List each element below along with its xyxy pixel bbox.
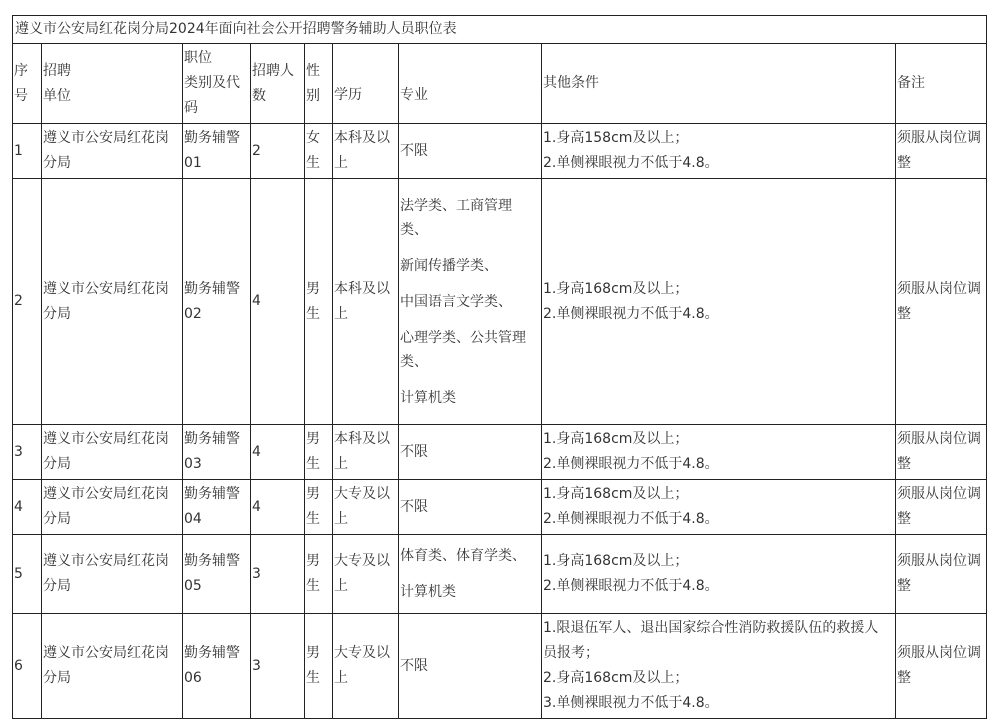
cell-seq: 5: [13, 535, 42, 614]
cell-unit: 遵义市公安局红花岗 分局: [42, 480, 183, 535]
table-row: [13, 179, 987, 425]
cell-gender: 男 生: [305, 179, 333, 425]
cell-major: 不限: [399, 124, 542, 179]
header-seq: 序 号: [13, 44, 42, 124]
cell-unit: 遵义市公安局红花岗 分局: [42, 425, 183, 480]
cell-remark: 须服从岗位调 整: [896, 124, 987, 179]
cell-count: 3: [251, 535, 305, 614]
cell-education: 本科及以 上: [333, 124, 399, 179]
cell-major: 不限: [399, 614, 542, 719]
header-education: 学历: [333, 44, 399, 124]
cell-education: 本科及以 上: [333, 425, 399, 480]
table-row: [13, 124, 987, 179]
cell-major: 不限: [399, 480, 542, 535]
cell-position: 勤务辅警 05: [183, 535, 251, 614]
cell-position: 勤务辅警 02: [183, 179, 251, 425]
title-row: [13, 16, 987, 44]
header-position: 职位 类别及代 码: [183, 44, 251, 124]
cell-count: 4: [251, 179, 305, 425]
cell-unit: 遵义市公安局红花岗 分局: [42, 124, 183, 179]
cell-count: 3: [251, 614, 305, 719]
header-other: 其他条件: [542, 44, 896, 124]
cell-gender: 男 生: [305, 425, 333, 480]
table-row: [13, 480, 987, 535]
cell-seq: 1: [13, 124, 42, 179]
cell-position: 勤务辅警 03: [183, 425, 251, 480]
cell-conditions: 1.身高158cm及以上； 2.单侧裸眼视力不低于4.8。: [542, 124, 896, 179]
cell-position: 勤务辅警 04: [183, 480, 251, 535]
cell-conditions: 1.身高168cm及以上； 2.单侧裸眼视力不低于4.8。: [542, 179, 896, 425]
cell-unit: 遵义市公安局红花岗 分局: [42, 535, 183, 614]
cell-gender: 女 生: [305, 124, 333, 179]
cell-gender: 男 生: [305, 480, 333, 535]
cell-major: 法学类、工商管理 类、 新闻传播学类、 中国语言文学类、 心理学类、公共管理 类、 计算机类: [399, 179, 542, 425]
header-major: 专业: [399, 44, 542, 124]
cell-seq: 2: [13, 179, 42, 425]
cell-education: 大专及以 上: [333, 614, 399, 719]
cell-education: 大专及以 上: [333, 480, 399, 535]
cell-conditions: 1.身高168cm及以上； 2.单侧裸眼视力不低于4.8。: [542, 425, 896, 480]
cell-gender: 男 生: [305, 535, 333, 614]
cell-conditions: 1.限退伍军人、退出国家综合性消防救援队伍的救援人 员报考； 2.身高168cm及以上； 3.单侧裸眼视力不低于4.8。: [542, 614, 896, 719]
cell-conditions: 1.身高168cm及以上； 2.单侧裸眼视力不低于4.8。: [542, 480, 896, 535]
cell-remark: 须服从岗位调 整: [896, 480, 987, 535]
cell-count: 4: [251, 425, 305, 480]
table-title: 遵义市公安局红花岗分局2024年面向社会公开招聘警务辅助人员职位表: [13, 16, 987, 44]
cell-unit: 遵义市公安局红花岗 分局: [42, 614, 183, 719]
header-gender: 性 别: [305, 44, 333, 124]
cell-remark: 须服从岗位调 整: [896, 614, 987, 719]
header-remark: 备注: [896, 44, 987, 124]
cell-remark: 须服从岗位调 整: [896, 425, 987, 480]
table-row: [13, 535, 987, 614]
cell-conditions: 1.身高168cm及以上； 2.单侧裸眼视力不低于4.8。: [542, 535, 896, 614]
cell-gender: 男 生: [305, 614, 333, 719]
cell-seq: 4: [13, 480, 42, 535]
cell-count: 4: [251, 480, 305, 535]
header-count: 招聘人 数: [251, 44, 305, 124]
cell-education: 本科及以 上: [333, 179, 399, 425]
cell-major: 不限: [399, 425, 542, 480]
cell-remark: 须服从岗位调 整: [896, 179, 987, 425]
cell-position: 勤务辅警 01: [183, 124, 251, 179]
table-row: [13, 614, 987, 719]
header-unit: 招聘 单位: [42, 44, 183, 124]
header-row: [13, 44, 987, 124]
cell-seq: 3: [13, 425, 42, 480]
cell-unit: 遵义市公安局红花岗 分局: [42, 179, 183, 425]
cell-position: 勤务辅警 06: [183, 614, 251, 719]
cell-count: 2: [251, 124, 305, 179]
cell-remark: 须服从岗位调 整: [896, 535, 987, 614]
cell-major: 体育类、体育学类、 计算机类: [399, 535, 542, 614]
table-row: [13, 425, 987, 480]
recruitment-table: [12, 15, 987, 719]
cell-seq: 6: [13, 614, 42, 719]
cell-education: 大专及以 上: [333, 535, 399, 614]
